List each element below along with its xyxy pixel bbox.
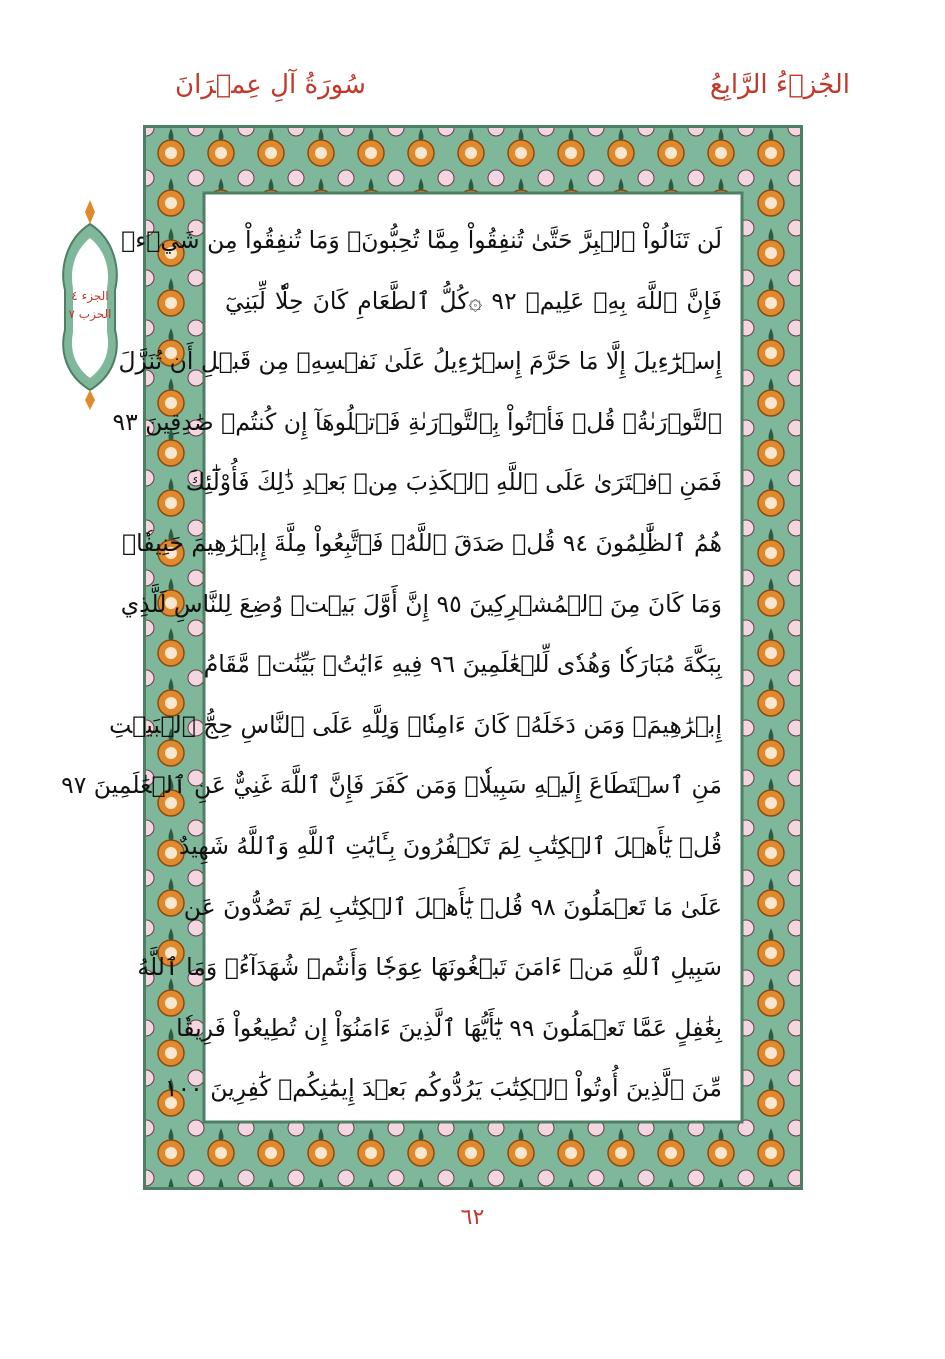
text-line: بِبَكَّةَ مُبَارَكٗا وَهُدٗى لِّلۡعَٰلَمِينَ ٩٦ فِيهِ ءَايَٰتُۢ بَيِّنَٰتٞ مَّقَامُ — [203, 650, 722, 679]
text-line: إِبۡرَٰهِيمَۖ وَمَن دَخَلَهُۥ كَانَ ءَامِنٗاۗ وَلِلَّهِ عَلَى ٱلنَّاسِ حِجُّ ٱلۡبَيۡتِ — [109, 710, 722, 739]
page-number: ٦٢ — [460, 1205, 485, 1230]
hizb-marker — [55, 200, 125, 410]
text-line: لَن تَنَالُواْ ٱلۡبِرَّ حَتَّىٰ تُنفِقُواْ مِمَّا تُحِبُّونَۚ وَمَا تُنفِقُواْ مِن شَيۡءٖ — [121, 226, 722, 254]
text-line: سَبِيلِ ٱللَّهِ مَنۡ ءَامَنَ تَبۡغُونَهَا عِوَجٗا وَأَنتُمۡ شُهَدَآءُۗ وَمَا ٱللَّهُ — [137, 953, 722, 982]
text-line: بِغَٰفِلٍ عَمَّا تَعۡمَلُونَ ٩٩ يَٰٓأَيُّهَا ٱلَّذِينَ ءَامَنُوٓاْ إِن تُطِيعُواْ فَرِيقٗا — [176, 1013, 722, 1042]
hizb-ornament-icon — [55, 200, 125, 410]
text-line: فَمَنِ ٱفۡتَرَىٰ عَلَى ٱللَّهِ ٱلۡكَذِبَ مِنۢ بَعۡدِ ذَٰلِكَ فَأُوْلَٰٓئِكَ — [185, 468, 722, 497]
juz-title: الجُزۡءُ الرَّابِعُ — [709, 70, 850, 100]
text-line: هُمُ ٱلظَّٰلِمُونَ ٩٤ قُلۡ صَدَقَ ٱللَّهُۗ فَٱتَّبِعُواْ مِلَّةَ إِبۡرَٰهِيمَ حَنِيفٗاۖ — [122, 528, 722, 557]
marker-hizb: الحزب ٧ — [68, 307, 112, 321]
text-line: مَنِ ٱسۡتَطَاعَ إِلَيۡهِ سَبِيلٗاۚ وَمَن كَفَرَ فَإِنَّ ٱللَّهَ غَنِيٌّ عَنِ ٱلۡعَٰلَمِينَ ٩٧ — [61, 771, 722, 800]
text-line: قُلۡ يَٰٓأَهۡلَ ٱلۡكِتَٰبِ لِمَ تَكۡفُرُونَ بِـَٔايَٰتِ ٱللَّهِ وَٱللَّهُ شَهِيدٌ — [178, 831, 722, 860]
text-line: مِّنَ ٱلَّذِينَ أُوتُواْ ٱلۡكِتَٰبَ يَرُدُّوكُم بَعۡدَ إِيمَٰنِكُمۡ كَٰفِرِينَ ١٠٠ — [164, 1074, 722, 1103]
marker-juz: الجزء ٤ — [71, 289, 109, 303]
text-line: وَمَا كَانَ مِنَ ٱلۡمُشۡرِكِينَ ٩٥ إِنَّ أَوَّلَ بَيۡتٖ وُضِعَ لِلنَّاسِ لَلَّذِي — [120, 589, 722, 618]
text-line: عَلَىٰ مَا تَعۡمَلُونَ ٩٨ قُلۡ يَٰٓأَهۡلَ ٱلۡكِتَٰبِ لِمَ تَصُدُّونَ عَن — [183, 892, 722, 921]
text-line: ٱلتَّوۡرَىٰةُۚ قُلۡ فَأۡتُواْ بِٱلتَّوۡرَىٰةِ فَٱتۡلُوهَآ إِن كُنتُمۡ صَٰدِقِينَ ٩٣ — [112, 407, 722, 436]
surah-title: سُورَةُ آلِ عِمۡرَانَ — [175, 70, 366, 100]
text-line: فَإِنَّ ٱللَّهَ بِهِۦ عَلِيمٞ ٩٢ ۞كُلُّ ٱلطَّعَامِ كَانَ حِلّٗا لِّبَنِيٓ — [225, 286, 722, 315]
text-line: إِسۡرَٰٓءِيلَ إِلَّا مَا حَرَّمَ إِسۡرَٰٓءِيلُ عَلَىٰ نَفۡسِهِۦ مِن قَبۡلِ أَن تُنَزَّلَ — [118, 347, 722, 376]
